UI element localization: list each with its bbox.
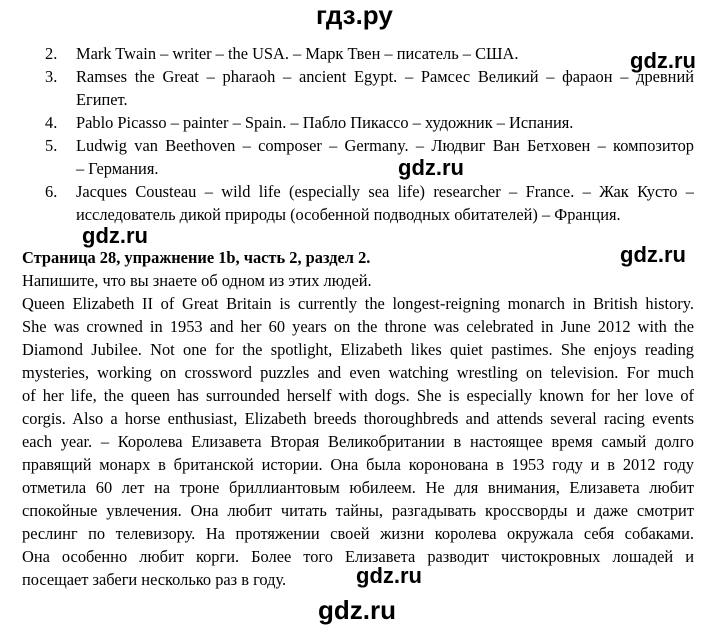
watermark: gdz.ru: [620, 242, 686, 267]
list-item-text: Mark Twain – writer – the USA. – Марк Твен – писатель – США.: [76, 44, 519, 63]
list-item-text: Jacques Cousteau – wild life (especially sea life) researcher – France. – Жак Кусто –: [76, 182, 694, 201]
list-item-text: Ramses the Great – pharaoh – ancient Egypt. – Рамсес Великий – фараон – древний: [76, 67, 694, 86]
watermark: gdz.ru: [398, 155, 464, 180]
watermark: gdz.ru: [82, 223, 148, 248]
paragraph-line: посещает забеги несколько раз в году.: [22, 570, 287, 589]
list-item-number: 6.: [45, 182, 58, 201]
paragraph-line: Она особенно любит корги. Более того Елизавета разводит чистокровных лошадей и: [22, 547, 694, 566]
list-item-text: – Германия.: [76, 159, 159, 178]
paragraph-line: of her life, the queen has surrounded herself with dogs. She is especially known for her love of: [22, 386, 694, 405]
paragraph-line: правящий монарх в британской истории. Она была коронована в 1953 году и в 2012 году: [22, 455, 694, 474]
paragraph-line: mysteries, working on crossword puzzles and even watching wrestling on television. For much: [22, 363, 694, 382]
watermark-footer: gdz.ru: [318, 595, 396, 625]
paragraph-line: реслинг по телевизору. На протяжении своей жизни королева окружала себя собаками.: [22, 524, 694, 543]
task-text: Напишите, что вы знаете об одном из этих людей.: [22, 271, 372, 290]
list-item-number: 4.: [45, 113, 58, 132]
paragraph-line: Queen Elizabeth II of Great Britain is currently the longest-reigning monarch in British history.: [22, 294, 694, 313]
watermark: gdz.ru: [630, 48, 696, 73]
list-item-text: исследователь дикой природы (особенной подводных обитателей) – Франция.: [76, 205, 621, 224]
paragraph-line: each year. – Королева Елизавета Вторая Великобритании в настоящее время самый долго: [22, 432, 694, 451]
paragraph-line: спокойные увлечения. Она любит читать тайны, разгадывать кроссворды и даже смотрит: [22, 501, 694, 520]
list-item-number: 2.: [45, 44, 58, 63]
list-item-text: Ludwig van Beethoven – composer – Germany. – Людвиг Ван Бетховен – композитор: [76, 136, 694, 155]
watermark-header: гдз.ру: [316, 0, 393, 30]
list-item-number: 5.: [45, 136, 58, 155]
paragraph-line: отметила 60 лет на троне бриллиантовым юбилеем. Не для внимания, Елизавета любит: [22, 478, 694, 497]
section-heading: Страница 28, упражнение 1b, часть 2, раздел 2.: [22, 248, 371, 267]
list-item-number: 3.: [45, 67, 58, 86]
paragraph-line: She was crowned in 1953 and her 60 years on the throne was celebrated in June 2012 with the: [22, 317, 694, 336]
paragraph-line: corgis. Also a horse enthusiast, Elizabeth breeds thoroughbreds and attends several racing events: [22, 409, 694, 428]
paragraph-line: Diamond Jubilee. Not one for the spotlight, Elizabeth likes quiet pastimes. She enjoys reading: [22, 340, 694, 359]
list-item-text: Египет.: [76, 90, 128, 109]
list-item-text: Pablo Picasso – painter – Spain. – Пабло Пикассо – художник – Испания.: [76, 113, 574, 132]
watermark: gdz.ru: [356, 563, 422, 588]
